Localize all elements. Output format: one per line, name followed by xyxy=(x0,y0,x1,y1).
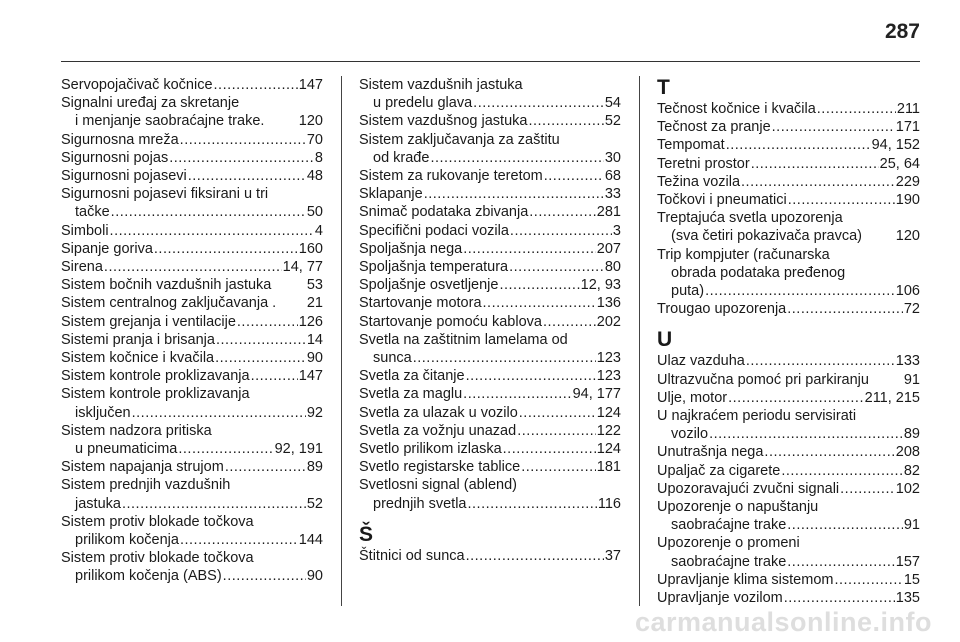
index-entry: saobraćajne trake ..... 91 xyxy=(657,516,920,534)
index-entry: tačke ..... 50 xyxy=(61,203,323,221)
index-entry: i menjanje saobraćajne trake. 120 xyxy=(75,113,323,130)
index-entry-heading: Sistem zaključavanja za zaštitu xyxy=(359,131,560,148)
index-entry-heading: Upozorenje o napuštanju xyxy=(657,499,819,516)
index-entry: Ulje, motor ..... 211, 215 xyxy=(657,389,920,407)
index-entry: Startovanje pomoću kablova ..... 202 xyxy=(359,313,621,331)
index-entry: vozilo ..... 89 xyxy=(657,425,920,443)
index-entry: Tečnost za pranje ..... 171 xyxy=(657,118,920,136)
index-entry: Unutrašnja nega ..... 208 xyxy=(657,443,920,461)
index-entry: sunca ..... 123 xyxy=(359,349,621,367)
index-column-2 xyxy=(359,76,621,565)
index-entry: (sva četiri pokazivača pravca) 120 xyxy=(671,228,920,245)
index-entry: Specifični podaci vozila ..... 3 xyxy=(359,222,621,240)
index-entry: Svetla za čitanje ..... 123 xyxy=(359,367,621,385)
index-entry: Sistem centralnog zaključavanja . 21 xyxy=(61,295,323,312)
index-entry: Spoljašnje osvetljenje ..... 12, 93 xyxy=(359,276,621,294)
index-entry: Spoljašnja nega ..... 207 xyxy=(359,240,621,258)
index-entry: Trougao upozorenja ..... 72 xyxy=(657,300,920,318)
index-entry: prilikom kočenja (ABS) ..... 90 xyxy=(61,567,323,585)
index-entry: Upravljanje klima sistemom ..... 15 xyxy=(657,571,920,589)
index-entry: Svetlo prilikom izlaska ..... 124 xyxy=(359,440,621,458)
index-entry-heading: Svetla na zaštitnim lamelama od xyxy=(359,331,568,348)
index-entry: Upravljanje vozilom ..... 135 xyxy=(657,589,920,607)
index-entry: Tečnost kočnice i kvačila ..... 211 xyxy=(657,100,920,118)
section-letter: Š xyxy=(359,522,374,546)
index-entry: Servopojačivač kočnice ..... 147 xyxy=(61,76,323,94)
index-entry: Upozoravajući zvučni signali ..... 102 xyxy=(657,480,920,498)
section-letter: U xyxy=(657,328,673,352)
index-entry-heading: Signalni uređaj za skretanje xyxy=(61,95,240,112)
index-entry: jastuka ..... 52 xyxy=(61,495,323,513)
index-entry-heading: Sistem prednjih vazdušnih xyxy=(61,477,231,494)
index-entry-heading: Treptajuća svetla upozorenja xyxy=(657,210,843,227)
index-entry-heading: Sistem vazdušnih jastuka xyxy=(359,77,523,93)
index-entry: Sigurnosni pojas ..... 8 xyxy=(61,149,323,167)
index-entry-heading: obrada podataka pređenog xyxy=(671,264,846,281)
index-entry: Sklapanje ..... 33 xyxy=(359,185,621,203)
index-entry: Upaljač za cigarete ..... 82 xyxy=(657,462,920,480)
index-entry: u pneumaticima ..... 92, 191 xyxy=(61,440,323,458)
index-column-3 xyxy=(657,76,920,607)
index-entry: Simboli ..... 4 xyxy=(61,222,323,240)
watermark: carmanualsonline.info xyxy=(634,607,932,637)
index-entry: Teretni prostor ..... 25, 64 xyxy=(657,155,920,173)
index-entry: Sipanje goriva ..... 160 xyxy=(61,240,323,258)
index-entry: prednjih svetla ..... 116 xyxy=(359,495,621,513)
index-entry: Sigurnosna mreža ..... 70 xyxy=(61,131,323,149)
index-entry-heading: Sistem nadzora pritiska xyxy=(61,422,212,439)
index-entry: Snimač podataka zbivanja ..... 281 xyxy=(359,203,621,221)
index-entry: Startovanje motora ..... 136 xyxy=(359,294,621,312)
index-entry: Sistem grejanja i ventilacije ..... 126 xyxy=(61,313,323,331)
index-entry-heading: Upozorenje o promeni xyxy=(657,535,800,552)
index-entry: puta) ..... 106 xyxy=(657,282,920,300)
index-entry: Sigurnosni pojasevi ..... 48 xyxy=(61,167,323,185)
index-entry: saobraćajne trake ..... 157 xyxy=(657,553,920,571)
index-column-1 xyxy=(61,76,323,586)
column-divider xyxy=(341,76,342,606)
index-entry: Svetla za vožnju unazad ..... 122 xyxy=(359,422,621,440)
index-entry-heading: Sistem kontrole proklizavanja xyxy=(61,386,250,403)
index-entry: Svetla za maglu ..... 94, 177 xyxy=(359,385,621,403)
index-entry-heading: Trip kompjuter (računarska xyxy=(657,246,830,263)
index-entry: Svetlo registarske tablice ..... 181 xyxy=(359,458,621,476)
index-entry: Sistem bočnih vazdušnih jastuka 53 xyxy=(61,277,323,294)
index-entry: od krađe ..... 30 xyxy=(359,149,621,167)
index-entry: Svetla za ulazak u vozilo ..... 124 xyxy=(359,404,621,422)
index-entry: Sistem za rukovanje teretom ..... 68 xyxy=(359,167,621,185)
index-entry: Sistemi pranja i brisanja ..... 14 xyxy=(61,331,323,349)
index-entry: Tempomat ..... 94, 152 xyxy=(657,136,920,154)
index-entry: Točkovi i pneumatici ..... 190 xyxy=(657,191,920,209)
index-entry: Sistem kočnice i kvačila ..... 90 xyxy=(61,349,323,367)
index-entry: Sistem vazdušnog jastuka ..... 52 xyxy=(359,112,621,130)
index-entry: Sistem kontrole proklizavanja ..... 147 xyxy=(61,367,323,385)
index-entry: Ultrazvučna pomoć pri parkiranju 91 xyxy=(657,371,920,388)
index-entry-heading: Sistem protiv blokade točkova xyxy=(61,513,254,530)
index-entry-heading: Svetlosni signal (ablend) xyxy=(359,477,517,494)
index-entry-heading: U najkraćem periodu servisirati xyxy=(657,408,857,425)
header-rule xyxy=(61,61,920,62)
index-entry: Sistem napajanja strujom ..... 89 xyxy=(61,458,323,476)
index-entry-heading: Sistem protiv blokade točkova xyxy=(61,550,254,567)
section-letter: T xyxy=(657,76,670,99)
index-entry: Spoljašnja temperatura ..... 80 xyxy=(359,258,621,276)
column-divider xyxy=(639,76,640,606)
index-entry: Sirena ..... 14, 77 xyxy=(61,258,323,276)
page-number: 287 xyxy=(884,20,920,43)
index-entry: prilikom kočenja ..... 144 xyxy=(61,531,323,549)
index-entry-heading: Sigurnosni pojasevi fiksirani u tri xyxy=(61,186,269,203)
index-entry: Ulaz vazduha ..... 133 xyxy=(657,352,920,370)
index-entry: isključen ..... 92 xyxy=(61,404,323,422)
index-entry: Težina vozila ..... 229 xyxy=(657,173,920,191)
index-entry: Štitnici od sunca ..... 37 xyxy=(359,547,621,565)
index-entry: u predelu glava ..... 54 xyxy=(359,94,621,112)
